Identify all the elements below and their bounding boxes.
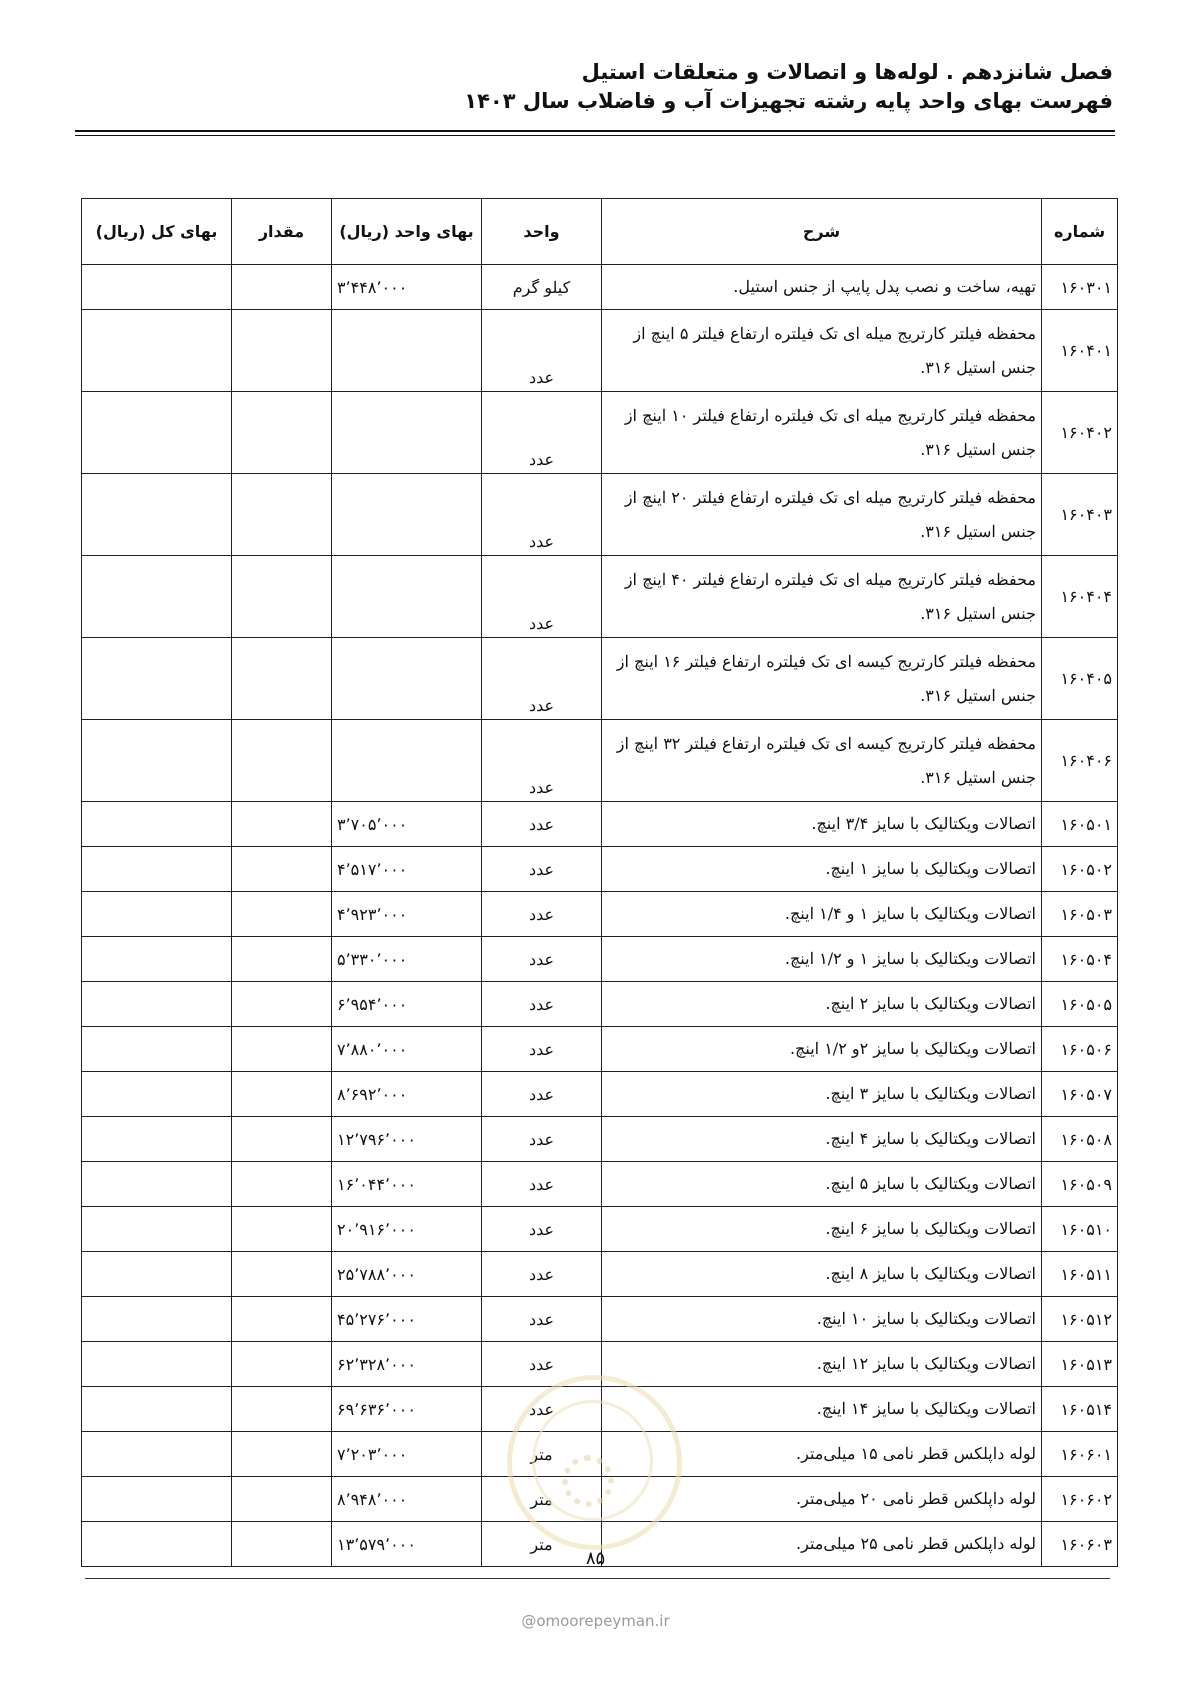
table-row (82, 310, 1118, 392)
row-total-price (82, 937, 232, 982)
row-code: ۱۶۰۴۰۱ (1042, 310, 1118, 392)
row-unit-price (332, 392, 482, 474)
table-row (82, 1207, 1118, 1252)
row-total-price (82, 310, 232, 392)
chapter-title: فصل شانزدهم . لوله‌ها و اتصالات و متعلقات استیل (581, 60, 1113, 84)
row-quantity (232, 1252, 332, 1297)
row-description: لوله داپلکس قطر نامی ۲۵ میلی‌متر. (602, 1522, 1042, 1567)
row-unit: عدد (482, 1072, 602, 1117)
row-unit: عدد (482, 982, 602, 1027)
footer-rule (85, 1578, 1110, 1579)
row-unit-price: ۱۶٬۰۴۴٬۰۰۰ (332, 1162, 482, 1207)
row-description: اتصالات ویکتالیک با سایز ۲و ۱/۲ اینچ. (602, 1027, 1042, 1072)
row-unit-price (332, 556, 482, 638)
row-unit-price (332, 720, 482, 802)
row-quantity (232, 1117, 332, 1162)
row-code: ۱۶۰۴۰۴ (1042, 556, 1118, 638)
row-description: محفظه فیلتر کارتریج کیسه ای تک فیلتره ارتفاع فیلتر ۳۲ اینچ از جنس استیل ۳۱۶. (602, 720, 1042, 802)
row-unit-price: ۸٬۶۹۲٬۰۰۰ (332, 1072, 482, 1117)
row-unit-price (332, 638, 482, 720)
row-code: ۱۶۰۶۰۳ (1042, 1522, 1118, 1567)
price-table (81, 198, 1118, 1567)
row-description: اتصالات ویکتالیک با سایز ۱ اینچ. (602, 847, 1042, 892)
row-unit: کیلو گرم (482, 265, 602, 310)
row-unit-price: ۸٬۹۴۸٬۰۰۰ (332, 1477, 482, 1522)
table-row (82, 556, 1118, 638)
row-code: ۱۶۰۵۱۲ (1042, 1297, 1118, 1342)
row-unit: عدد (482, 720, 602, 802)
row-description: اتصالات ویکتالیک با سایز ۳ اینچ. (602, 1072, 1042, 1117)
table-row (82, 1027, 1118, 1072)
table-row (82, 474, 1118, 556)
row-unit: عدد (482, 1252, 602, 1297)
table-row (82, 1162, 1118, 1207)
row-unit: عدد (482, 1207, 602, 1252)
row-description: محفظه فیلتر کارتریج میله ای تک فیلتره ارتفاع فیلتر ۴۰ اینچ از جنس استیل ۳۱۶. (602, 556, 1042, 638)
row-unit: عدد (482, 802, 602, 847)
row-description: اتصالات ویکتالیک با سایز ۱۴ اینچ. (602, 1387, 1042, 1432)
table-row (82, 1117, 1118, 1162)
row-code: ۱۶۰۵۰۹ (1042, 1162, 1118, 1207)
row-unit-price: ۴٬۵۱۷٬۰۰۰ (332, 847, 482, 892)
row-code: ۱۶۰۴۰۵ (1042, 638, 1118, 720)
row-code: ۱۶۰۳۰۱ (1042, 265, 1118, 310)
row-quantity (232, 1342, 332, 1387)
table-row (82, 1252, 1118, 1297)
row-quantity (232, 1297, 332, 1342)
row-unit-price: ۶۹٬۶۳۶٬۰۰۰ (332, 1387, 482, 1432)
row-unit-price: ۵٬۳۳۰٬۰۰۰ (332, 937, 482, 982)
row-description: محفظه فیلتر کارتریج میله ای تک فیلتره ارتفاع فیلتر ۱۰ اینچ از جنس استیل ۳۱۶. (602, 392, 1042, 474)
row-description: اتصالات ویکتالیک با سایز ۴ اینچ. (602, 1117, 1042, 1162)
row-unit: متر (482, 1522, 602, 1567)
row-unit-price: ۲۵٬۷۸۸٬۰۰۰ (332, 1252, 482, 1297)
row-unit: عدد (482, 1162, 602, 1207)
row-quantity (232, 847, 332, 892)
row-unit-price: ۶۲٬۳۲۸٬۰۰۰ (332, 1342, 482, 1387)
row-unit-price: ۳٬۴۴۸٬۰۰۰ (332, 265, 482, 310)
row-quantity (232, 1207, 332, 1252)
row-unit: عدد (482, 474, 602, 556)
row-quantity (232, 1432, 332, 1477)
row-unit-price (332, 474, 482, 556)
table-row (82, 392, 1118, 474)
row-total-price (82, 892, 232, 937)
row-description: تهیه، ساخت و نصب پدل پایپ از جنس استیل. (602, 265, 1042, 310)
row-code: ۱۶۰۵۱۰ (1042, 1207, 1118, 1252)
row-description: اتصالات ویکتالیک با سایز ۲ اینچ. (602, 982, 1042, 1027)
row-description: اتصالات ویکتالیک با سایز ۶ اینچ. (602, 1207, 1042, 1252)
row-code: ۱۶۰۵۰۷ (1042, 1072, 1118, 1117)
row-description: اتصالات ویکتالیک با سایز ۱ و ۱/۲ اینچ. (602, 937, 1042, 982)
row-unit: عدد (482, 1342, 602, 1387)
row-total-price (82, 802, 232, 847)
header-total-price: بهای کل (ریال) (82, 199, 232, 265)
table-row (82, 937, 1118, 982)
row-total-price (82, 392, 232, 474)
row-unit: عدد (482, 847, 602, 892)
row-quantity (232, 937, 332, 982)
row-description: محفظه فیلتر کارتریج میله ای تک فیلتره ارتفاع فیلتر ۲۰ اینچ از جنس استیل ۳۱۶. (602, 474, 1042, 556)
row-total-price (82, 1477, 232, 1522)
row-unit-price: ۷٬۸۸۰٬۰۰۰ (332, 1027, 482, 1072)
row-total-price (82, 638, 232, 720)
row-description: اتصالات ویکتالیک با سایز ۱۰ اینچ. (602, 1297, 1042, 1342)
row-unit: عدد (482, 937, 602, 982)
row-unit-price: ۳٬۷۰۵٬۰۰۰ (332, 802, 482, 847)
row-description: محفظه فیلتر کارتریج کیسه ای تک فیلتره ارتفاع فیلتر ۱۶ اینچ از جنس استیل ۳۱۶. (602, 638, 1042, 720)
row-quantity (232, 720, 332, 802)
row-unit: متر (482, 1477, 602, 1522)
row-quantity (232, 474, 332, 556)
table-row (82, 265, 1118, 310)
row-quantity (232, 392, 332, 474)
row-code: ۱۶۰۵۰۱ (1042, 802, 1118, 847)
table-row (82, 638, 1118, 720)
row-unit-price: ۴٬۹۲۳٬۰۰۰ (332, 892, 482, 937)
page-header (73, 58, 1113, 116)
row-unit: متر (482, 1432, 602, 1477)
gear-icon (562, 1455, 614, 1507)
row-quantity (232, 892, 332, 937)
header-rule-thin (75, 135, 1115, 136)
row-code: ۱۶۰۵۱۱ (1042, 1252, 1118, 1297)
row-code: ۱۶۰۵۱۴ (1042, 1387, 1118, 1432)
table-row (82, 892, 1118, 937)
row-description: اتصالات ویکتالیک با سایز ۵ اینچ. (602, 1162, 1042, 1207)
row-total-price (82, 1207, 232, 1252)
row-unit: عدد (482, 1027, 602, 1072)
row-code: ۱۶۰۵۰۶ (1042, 1027, 1118, 1072)
row-total-price (82, 720, 232, 802)
row-unit: عدد (482, 1297, 602, 1342)
row-quantity (232, 556, 332, 638)
row-total-price (82, 556, 232, 638)
row-quantity (232, 1162, 332, 1207)
row-description: اتصالات ویکتالیک با سایز ۱۲ اینچ. (602, 1342, 1042, 1387)
row-total-price (82, 1072, 232, 1117)
header-unit-price: بهای واحد (ریال) (332, 199, 482, 265)
row-total-price (82, 1162, 232, 1207)
row-description: اتصالات ویکتالیک با سایز ۱ و ۱/۴ اینچ. (602, 892, 1042, 937)
site-watermark: @omoorepeyman.ir (521, 1612, 670, 1630)
row-total-price (82, 982, 232, 1027)
header-quantity: مقدار (232, 199, 332, 265)
row-code: ۱۶۰۵۰۵ (1042, 982, 1118, 1027)
row-quantity (232, 982, 332, 1027)
row-code: ۱۶۰۵۰۴ (1042, 937, 1118, 982)
row-unit: عدد (482, 1387, 602, 1432)
row-quantity (232, 638, 332, 720)
row-description: لوله داپلکس قطر نامی ۲۰ میلی‌متر. (602, 1477, 1042, 1522)
row-code: ۱۶۰۵۰۲ (1042, 847, 1118, 892)
row-unit: عدد (482, 556, 602, 638)
row-unit-price: ۷٬۲۰۳٬۰۰۰ (332, 1432, 482, 1477)
row-total-price (82, 1387, 232, 1432)
row-description: اتصالات ویکتالیک با سایز ۳/۴ اینچ. (602, 802, 1042, 847)
row-code: ۱۶۰۶۰۲ (1042, 1477, 1118, 1522)
company-seal-watermark (507, 1375, 682, 1550)
row-code: ۱۶۰۴۰۶ (1042, 720, 1118, 802)
row-total-price (82, 1252, 232, 1297)
row-total-price (82, 265, 232, 310)
row-unit: عدد (482, 892, 602, 937)
table-row (82, 1072, 1118, 1117)
price-list-title: فهرست بهای واحد پایه رشته تجهیزات آب و فاضلاب سال ۱۴۰۳ (464, 89, 1113, 113)
row-unit-price: ۱۳٬۵۷۹٬۰۰۰ (332, 1522, 482, 1567)
row-total-price (82, 1117, 232, 1162)
row-description: لوله داپلکس قطر نامی ۱۵ میلی‌متر. (602, 1432, 1042, 1477)
header-rule (75, 130, 1115, 132)
row-quantity (232, 265, 332, 310)
row-unit-price: ۴۵٬۲۷۶٬۰۰۰ (332, 1297, 482, 1342)
row-total-price (82, 474, 232, 556)
row-code: ۱۶۰۴۰۲ (1042, 392, 1118, 474)
row-quantity (232, 310, 332, 392)
row-total-price (82, 1027, 232, 1072)
row-unit-price: ۶٬۹۵۴٬۰۰۰ (332, 982, 482, 1027)
row-unit: عدد (482, 392, 602, 474)
row-unit: عدد (482, 310, 602, 392)
header-description: شرح (602, 199, 1042, 265)
table-header-row (82, 199, 1118, 265)
row-total-price (82, 1342, 232, 1387)
row-unit: عدد (482, 638, 602, 720)
row-quantity (232, 802, 332, 847)
row-code: ۱۶۰۵۰۸ (1042, 1117, 1118, 1162)
row-unit: عدد (482, 1117, 602, 1162)
row-quantity (232, 1072, 332, 1117)
row-code: ۱۶۰۴۰۳ (1042, 474, 1118, 556)
row-description: اتصالات ویکتالیک با سایز ۸ اینچ. (602, 1252, 1042, 1297)
table-row (82, 847, 1118, 892)
row-description: محفظه فیلتر کارتریج میله ای تک فیلتره ارتفاع فیلتر ۵ اینچ از جنس استیل ۳۱۶. (602, 310, 1042, 392)
table-row (82, 1297, 1118, 1342)
table-row (82, 720, 1118, 802)
header-unit: واحد (482, 199, 602, 265)
row-quantity (232, 1477, 332, 1522)
table-row (82, 982, 1118, 1027)
table-body (82, 265, 1118, 1567)
page-number: ۸۵ (585, 1548, 606, 1569)
row-quantity (232, 1027, 332, 1072)
table-row (82, 802, 1118, 847)
row-total-price (82, 847, 232, 892)
row-unit-price (332, 310, 482, 392)
row-total-price (82, 1297, 232, 1342)
header-code: شماره (1042, 199, 1118, 265)
row-code: ۱۶۰۶۰۱ (1042, 1432, 1118, 1477)
row-quantity (232, 1387, 332, 1432)
row-total-price (82, 1432, 232, 1477)
row-unit-price: ۲۰٬۹۱۶٬۰۰۰ (332, 1207, 482, 1252)
row-code: ۱۶۰۵۱۳ (1042, 1342, 1118, 1387)
row-unit-price: ۱۲٬۷۹۶٬۰۰۰ (332, 1117, 482, 1162)
row-code: ۱۶۰۵۰۳ (1042, 892, 1118, 937)
